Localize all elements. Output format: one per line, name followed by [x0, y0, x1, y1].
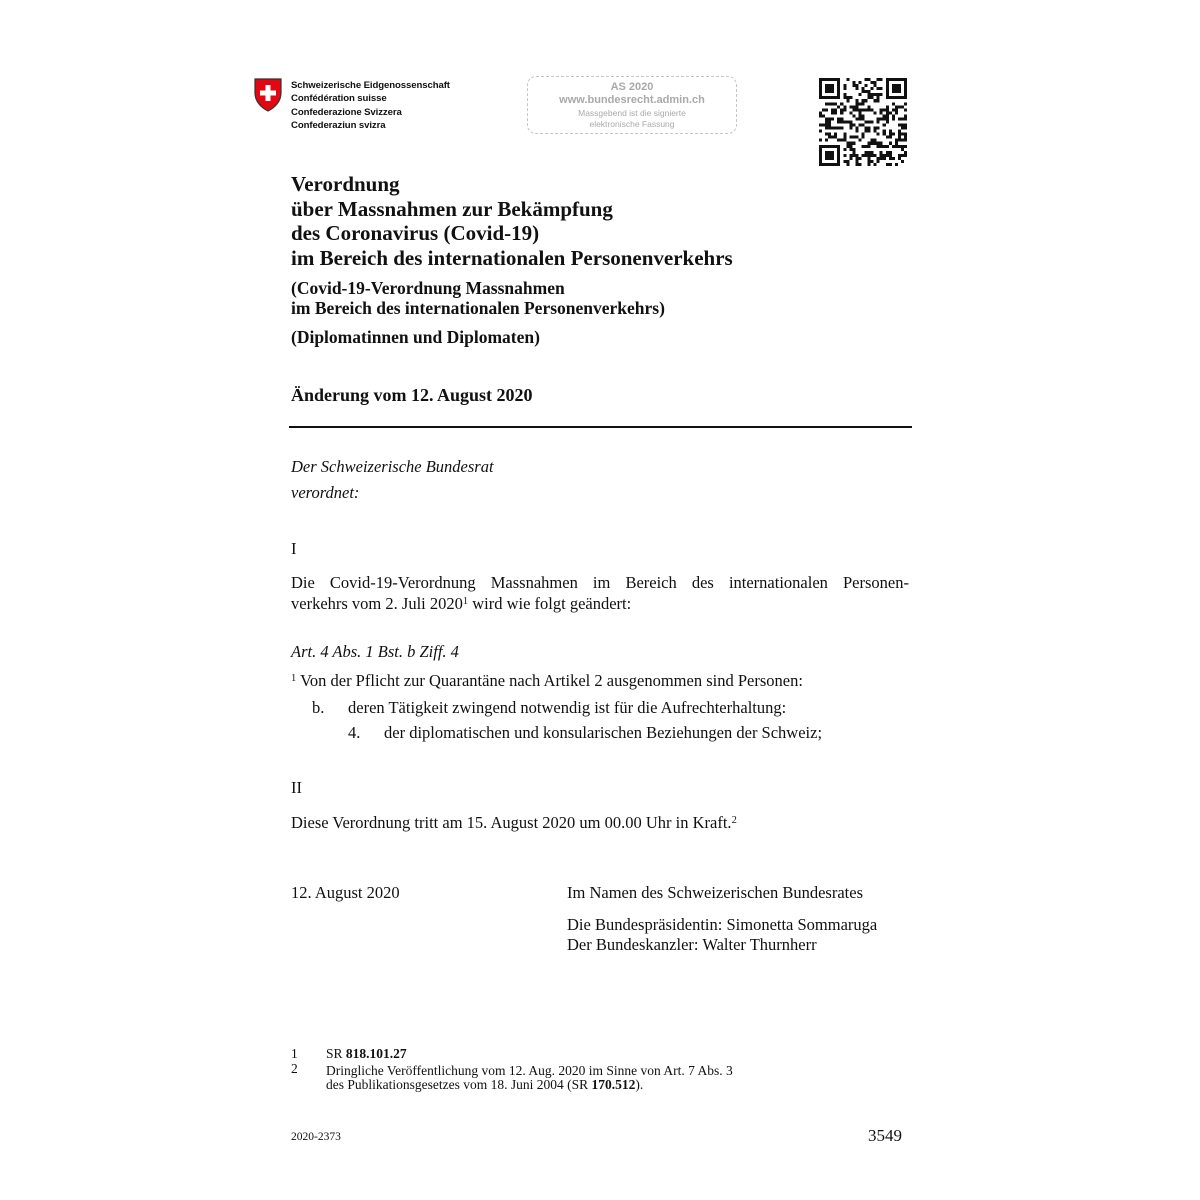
swiss-cross-shield-icon	[254, 78, 282, 112]
confederation-name-de: Schweizerische Eidgenossenschaft	[291, 80, 450, 91]
preamble-verb: verordnet:	[291, 483, 360, 502]
item-number: 4.	[348, 723, 361, 742]
footnote-2-line2	[326, 1078, 643, 1092]
item-text: der diplomatischen und konsularischen Beziehungen der Schweiz;	[384, 723, 823, 742]
document-title	[291, 172, 733, 270]
topic-title: (Diplomatinnen und Diplomaten)	[291, 327, 540, 347]
footnote-2-text: des Publikationsgesetzes vom 18. Juni 2004 (SR	[326, 1077, 592, 1092]
paragraph-number: 1	[291, 673, 297, 684]
short-title-line: (Covid-19-Verordnung Massnahmen	[291, 278, 565, 298]
preamble-authority: Der Schweizerische Bundesrat	[291, 457, 494, 476]
confederation-name-rm: Confederaziun svizra	[291, 119, 386, 131]
letter-label: b.	[312, 698, 325, 717]
footnote-2-sr-number: 170.512	[591, 1077, 636, 1092]
intro-text-end: wird wie folgt geändert:	[468, 594, 632, 613]
letter-text: deren Tätigkeit zwingend notwendig ist für die Aufrechterhaltung:	[348, 698, 787, 717]
official-collection-stamp	[527, 76, 737, 134]
short-title	[291, 278, 665, 318]
title-line: des Coronavirus (Covid-19)	[291, 221, 540, 245]
paragraph-text: Von der Pflicht zur Quarantäne nach Artikel 2 ausgenommen sind Personen:	[300, 671, 803, 690]
footnote-number: 1	[291, 1046, 298, 1061]
confederation-name-fr: Confédération suisse	[291, 93, 387, 105]
intro-text: verkehrs vom 2. Juli 2020	[291, 594, 463, 613]
document-number: 2020-2373	[291, 1131, 341, 1143]
signature-date: 12. August 2020	[291, 883, 400, 902]
confederation-names	[291, 79, 450, 132]
footnote-2-text-end: ).	[635, 1077, 644, 1092]
stamp-note-line1: Massgebend ist die signierte	[578, 108, 686, 118]
signature-on-behalf: Im Namen des Schweizerischen Bundesrates	[567, 883, 863, 902]
short-title-line: im Bereich des internationalen Personenverkehrs)	[291, 298, 665, 318]
section1-intro-line2	[291, 594, 631, 614]
entry-into-force-text: Diese Verordnung tritt am 15. August 2020 um 00.00 Uhr in Kraft.	[291, 813, 732, 832]
footnote-number: 2	[291, 1061, 298, 1076]
page-number: 3549	[868, 1126, 902, 1145]
qr-code-icon	[819, 78, 907, 166]
amendment-date: Änderung vom 12. August 2020	[291, 385, 533, 405]
section-numeral-2: II	[291, 778, 302, 797]
paragraph-1	[291, 671, 803, 691]
article-reference: Art. 4 Abs. 1 Bst. b Ziff. 4	[291, 642, 459, 661]
title-line: über Massnahmen zur Bekämpfung	[291, 196, 613, 221]
footnote-2-line1: Dringliche Veröffentlichung vom 12. Aug. 2020 im Sinne von Art. 7 Abs. 3	[326, 1063, 733, 1078]
section-numeral-1: I	[291, 539, 297, 558]
confederation-name-it: Confederazione Svizzera	[291, 106, 402, 118]
stamp-collection: AS 2020	[610, 81, 654, 93]
section2-text	[291, 813, 737, 833]
title-line: Verordnung	[291, 172, 400, 196]
signature-president: Die Bundespräsidentin: Simonetta Sommaruga	[567, 915, 878, 934]
footnote-1-sr-number: 818.101.27	[345, 1046, 407, 1061]
footnote-ref-1: 1	[462, 596, 469, 607]
signature-chancellor: Der Bundeskanzler: Walter Thurnherr	[567, 935, 817, 954]
footnote-1-prefix: SR	[326, 1046, 346, 1061]
section1-intro-line1: Die Covid-19-Verordnung Massnahmen im Bereich des internationalen Personen-	[291, 573, 909, 592]
stamp-note-line2: elektronische Fassung	[589, 119, 675, 129]
title-divider	[289, 426, 912, 428]
stamp-url: www.bundesrecht.admin.ch	[559, 94, 705, 106]
title-line: im Bereich des internationalen Personenverkehrs	[291, 245, 733, 270]
footnote-1	[326, 1047, 407, 1061]
footnote-ref-2: 2	[731, 815, 737, 826]
